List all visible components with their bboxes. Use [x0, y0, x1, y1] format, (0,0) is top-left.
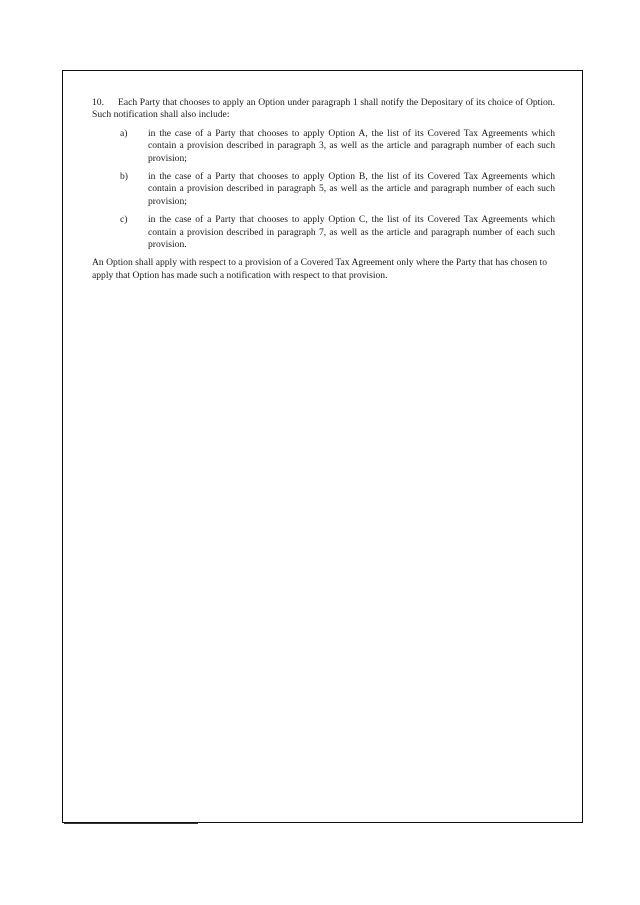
list-item-c: [92, 214, 555, 251]
footnote-divider: [64, 823, 198, 824]
document-body: [92, 97, 555, 282]
closing-paragraph: An Option shall apply with respect to a provision of a Covered Tax Agreement only where the Party that has chosen to apply that Option has made such a notification with respect to that provision.: [92, 257, 548, 281]
paragraph-number: 10.: [92, 97, 104, 108]
item-text: in the case of a Party that chooses to apply Option C, the list of its Covered Tax Agreements which contain a provision described in paragraph 7, as well as the article and paragraph number of each such provision.: [148, 214, 555, 251]
item-text: in the case of a Party that chooses to apply Option B, the list of its Covered Tax Agreements which contain a provision described in paragraph 5, as well as the article and paragraph number of each such provision;: [148, 171, 555, 207]
list-item-b: [92, 171, 555, 208]
item-label: c): [120, 214, 128, 226]
paragraph-10: [92, 97, 555, 122]
list-item-a: [92, 128, 555, 165]
item-label: a): [120, 127, 128, 139]
item-text: in the case of a Party that chooses to apply Option A, the list of its Covered Tax Agreements which contain a provision described in paragraph 3, as well as the article and paragraph number of each such provision;: [148, 127, 555, 164]
item-label: b): [120, 171, 128, 183]
paragraph-text: Each Party that chooses to apply an Option under paragraph 1 shall notify the Depositary of its choice of Option. Such notification shall also include:: [92, 97, 555, 121]
